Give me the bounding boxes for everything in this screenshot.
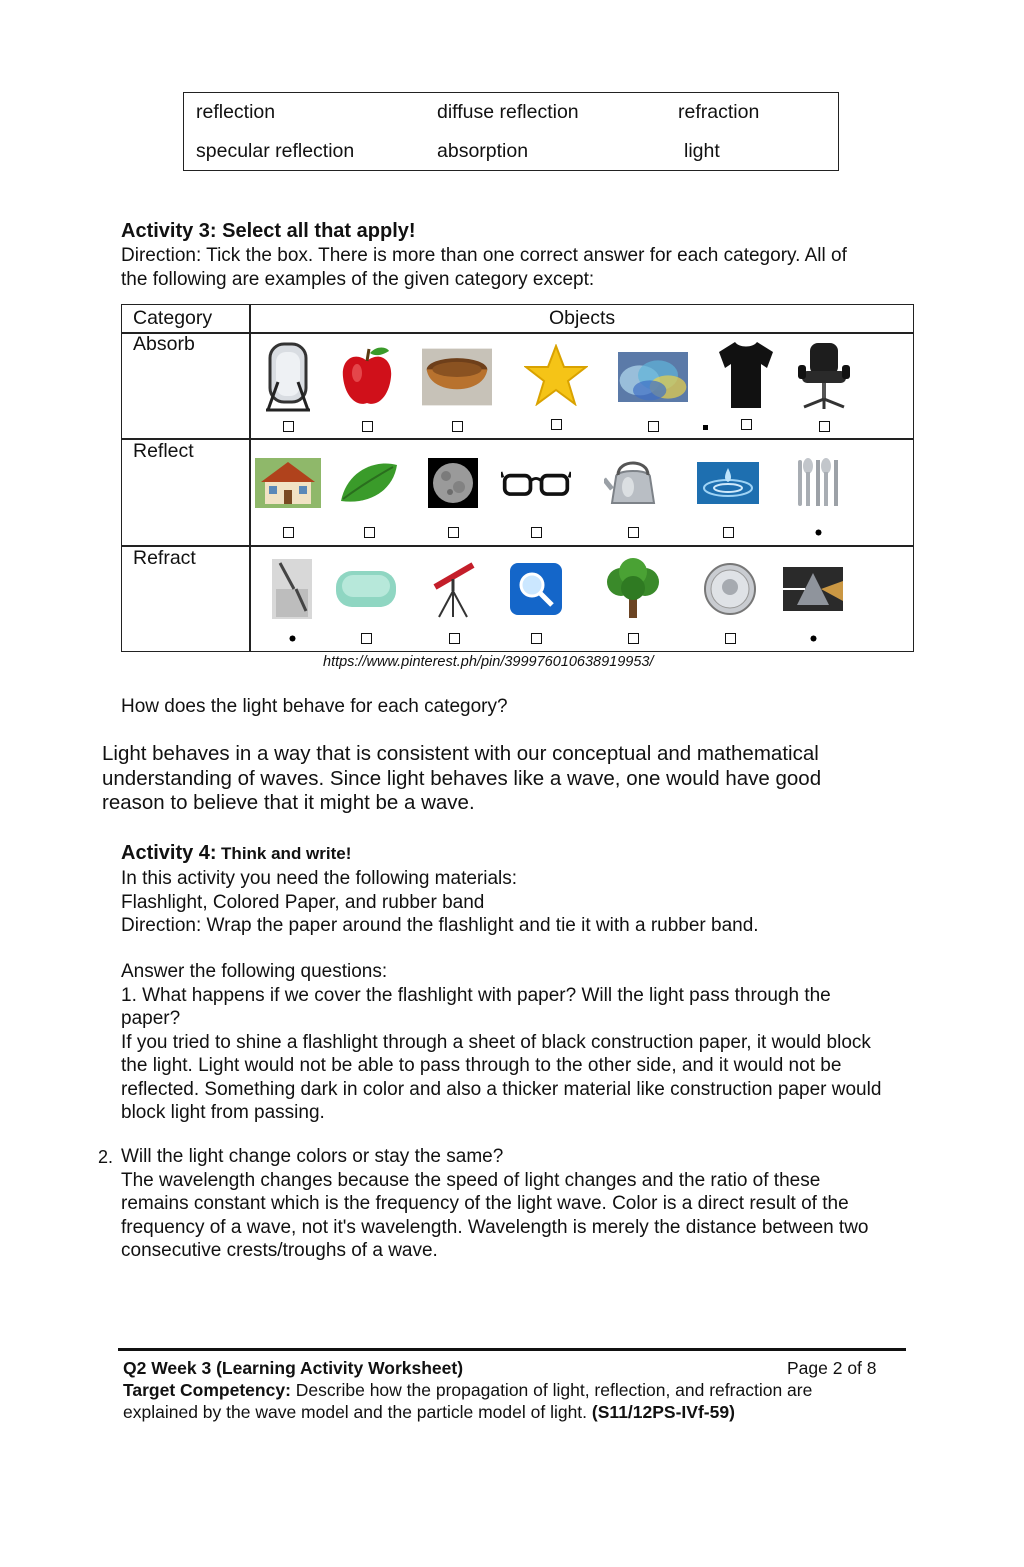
competency-text: Describe how the propagation of light, reflection, and refraction are bbox=[295, 1380, 813, 1400]
question-2-number: 2. bbox=[98, 1147, 114, 1167]
telescope-icon bbox=[419, 555, 489, 623]
question1-block bbox=[121, 960, 881, 1125]
answer-1-line: block light from passing. bbox=[121, 1102, 325, 1123]
question2-block bbox=[121, 1145, 869, 1263]
text-line: Direction: Wrap the paper around the flashlight and tie it with a rubber band. bbox=[121, 915, 759, 936]
object-tshirt bbox=[706, 341, 786, 430]
category-refract: Refract bbox=[133, 547, 196, 569]
magnifier-icon bbox=[501, 555, 571, 623]
house-icon bbox=[253, 449, 323, 517]
checkbox[interactable] bbox=[283, 421, 294, 432]
object-cutlery bbox=[778, 449, 858, 538]
object-glasses bbox=[496, 449, 576, 538]
object-coin bbox=[690, 555, 770, 644]
checkbox[interactable] bbox=[628, 633, 639, 644]
answer-line: reason to believe that it might be a wave. bbox=[102, 791, 475, 814]
checkbox[interactable] bbox=[531, 527, 542, 538]
footer-title: Q2 Week 3 (Learning Activity Worksheet) bbox=[123, 1358, 464, 1378]
checkbox[interactable] bbox=[448, 527, 459, 538]
answer-2-line: consecutive crests/troughs of a wave. bbox=[121, 1240, 438, 1261]
checkbox-checked[interactable] bbox=[287, 633, 298, 644]
checkbox[interactable] bbox=[452, 421, 463, 432]
activity4-intro bbox=[121, 867, 759, 938]
checkbox[interactable] bbox=[648, 421, 659, 432]
objects-table bbox=[121, 304, 914, 652]
object-apple bbox=[327, 343, 407, 432]
prism-icon bbox=[778, 555, 848, 623]
object-bowl bbox=[417, 343, 497, 432]
object-moon bbox=[413, 449, 493, 538]
object-soap bbox=[326, 555, 406, 644]
coin-icon bbox=[695, 555, 765, 623]
page-number: Page 2 of 8 bbox=[787, 1358, 877, 1378]
water-drop-icon bbox=[693, 449, 763, 517]
kettle-icon bbox=[598, 449, 668, 517]
checkbox[interactable] bbox=[628, 527, 639, 538]
object-mirror bbox=[248, 343, 328, 432]
colored-glass-discs-icon bbox=[618, 343, 688, 411]
apple-icon bbox=[332, 343, 402, 411]
star-icon bbox=[521, 341, 591, 409]
question-1-cont: paper? bbox=[121, 1008, 181, 1029]
checkbox[interactable] bbox=[361, 633, 372, 644]
question-2: Will the light change colors or stay the same? bbox=[121, 1146, 504, 1167]
object-tree bbox=[593, 555, 673, 644]
object-telescope bbox=[414, 555, 494, 644]
checkbox[interactable] bbox=[531, 633, 542, 644]
footer-divider bbox=[118, 1348, 906, 1351]
activity3-direction: the following are examples of the given category except: bbox=[121, 269, 595, 290]
soap-bar-icon bbox=[331, 555, 401, 623]
object-water bbox=[688, 449, 768, 538]
checkbox[interactable] bbox=[741, 419, 752, 430]
object-star bbox=[516, 341, 596, 430]
activity4-title bbox=[121, 842, 351, 865]
answer-line: understanding of waves. Since light behaves like a wave, one would have good bbox=[102, 766, 822, 790]
activity4-title-sub: Think and write! bbox=[221, 844, 352, 863]
object-pencil-water bbox=[252, 555, 332, 644]
header-objects: Objects bbox=[549, 307, 616, 329]
activity3-title: Activity 3: Select all that apply! bbox=[121, 220, 416, 242]
text-line: Flashlight, Colored Paper, and rubber band bbox=[121, 891, 485, 913]
category-reflect: Reflect bbox=[133, 440, 194, 462]
question-1: 1. What happens if we cover the flashlight with paper? Will the light pass through the bbox=[121, 984, 831, 1006]
image-source-link[interactable]: https://www.pinterest.ph/pin/399976010638919953/ bbox=[323, 654, 654, 670]
checkbox[interactable] bbox=[362, 421, 373, 432]
checkbox[interactable] bbox=[819, 421, 830, 432]
answer-line: Light behaves in a way that is consistent with our conceptual and mathematical bbox=[102, 742, 819, 765]
tree-icon bbox=[598, 555, 668, 623]
mirror-icon bbox=[253, 343, 323, 411]
answer-2-line: remains constant which is the frequency of the light wave. Color is a direct result of the bbox=[121, 1193, 849, 1214]
answer-1-line: the light. Light would not be able to pass through to the other side, and it would not be bbox=[121, 1055, 842, 1076]
checkbox[interactable] bbox=[551, 419, 562, 430]
word-bank-item: reflection bbox=[196, 101, 276, 123]
answer-2-line: frequency of a wave, not it's wavelength. Wavelength is merely the distance between two bbox=[121, 1216, 869, 1238]
word-bank-item: refraction bbox=[678, 101, 760, 123]
object-prism bbox=[773, 555, 853, 644]
checkbox[interactable] bbox=[364, 527, 375, 538]
leaf-icon bbox=[334, 449, 404, 517]
competency-label: Target Competency: bbox=[123, 1380, 291, 1400]
word-bank-item: absorption bbox=[437, 140, 529, 162]
answer-1-line: If you tried to shine a flashlight through a sheet of black construction paper, it would block bbox=[121, 1031, 871, 1053]
black-tshirt-icon bbox=[711, 341, 781, 409]
header-category: Category bbox=[133, 307, 213, 329]
word-bank-item: light bbox=[684, 140, 720, 162]
object-kettle bbox=[593, 449, 673, 538]
object-glass-discs bbox=[613, 343, 693, 432]
checkbox-checked[interactable] bbox=[813, 527, 824, 538]
checkbox[interactable] bbox=[725, 633, 736, 644]
pencil-in-water-icon bbox=[257, 555, 327, 623]
object-leaf bbox=[329, 449, 409, 538]
word-bank-box bbox=[183, 92, 839, 171]
answer-behave bbox=[102, 742, 821, 816]
activity4-title-main: Activity 4: bbox=[121, 842, 217, 864]
checkbox-checked[interactable] bbox=[808, 633, 819, 644]
text-line: In this activity you need the following materials: bbox=[121, 868, 518, 889]
cutlery-icon bbox=[783, 449, 853, 517]
competency-code: (S11/12PS-IVf-59) bbox=[591, 1402, 735, 1422]
answer-1-line: reflected. Something dark in color and also a thicker material like construction paper would bbox=[121, 1078, 882, 1100]
object-chair bbox=[784, 343, 864, 432]
category-absorb: Absorb bbox=[133, 333, 195, 355]
competency-text: explained by the wave model and the particle model of light. bbox=[123, 1402, 588, 1422]
wooden-bowl-icon bbox=[422, 343, 492, 411]
answer-intro: Answer the following questions: bbox=[121, 961, 388, 982]
office-chair-icon bbox=[789, 343, 859, 411]
checkbox[interactable] bbox=[723, 527, 734, 538]
question-behave: How does the light behave for each category? bbox=[121, 696, 508, 717]
eyeglasses-icon bbox=[501, 449, 571, 517]
moon-icon bbox=[418, 449, 488, 517]
object-magnifier bbox=[496, 555, 576, 644]
checkbox[interactable] bbox=[283, 527, 294, 538]
word-bank-item: diffuse reflection bbox=[437, 101, 579, 123]
checkbox[interactable] bbox=[449, 633, 460, 644]
object-house bbox=[248, 449, 328, 538]
answer-2-line: The wavelength changes because the speed of light changes and the ratio of these bbox=[121, 1169, 821, 1191]
word-bank-item: specular reflection bbox=[196, 140, 355, 162]
footer-competency bbox=[123, 1379, 812, 1423]
activity3-direction: Direction: Tick the box. There is more than one correct answer for each category. All of bbox=[121, 245, 847, 266]
